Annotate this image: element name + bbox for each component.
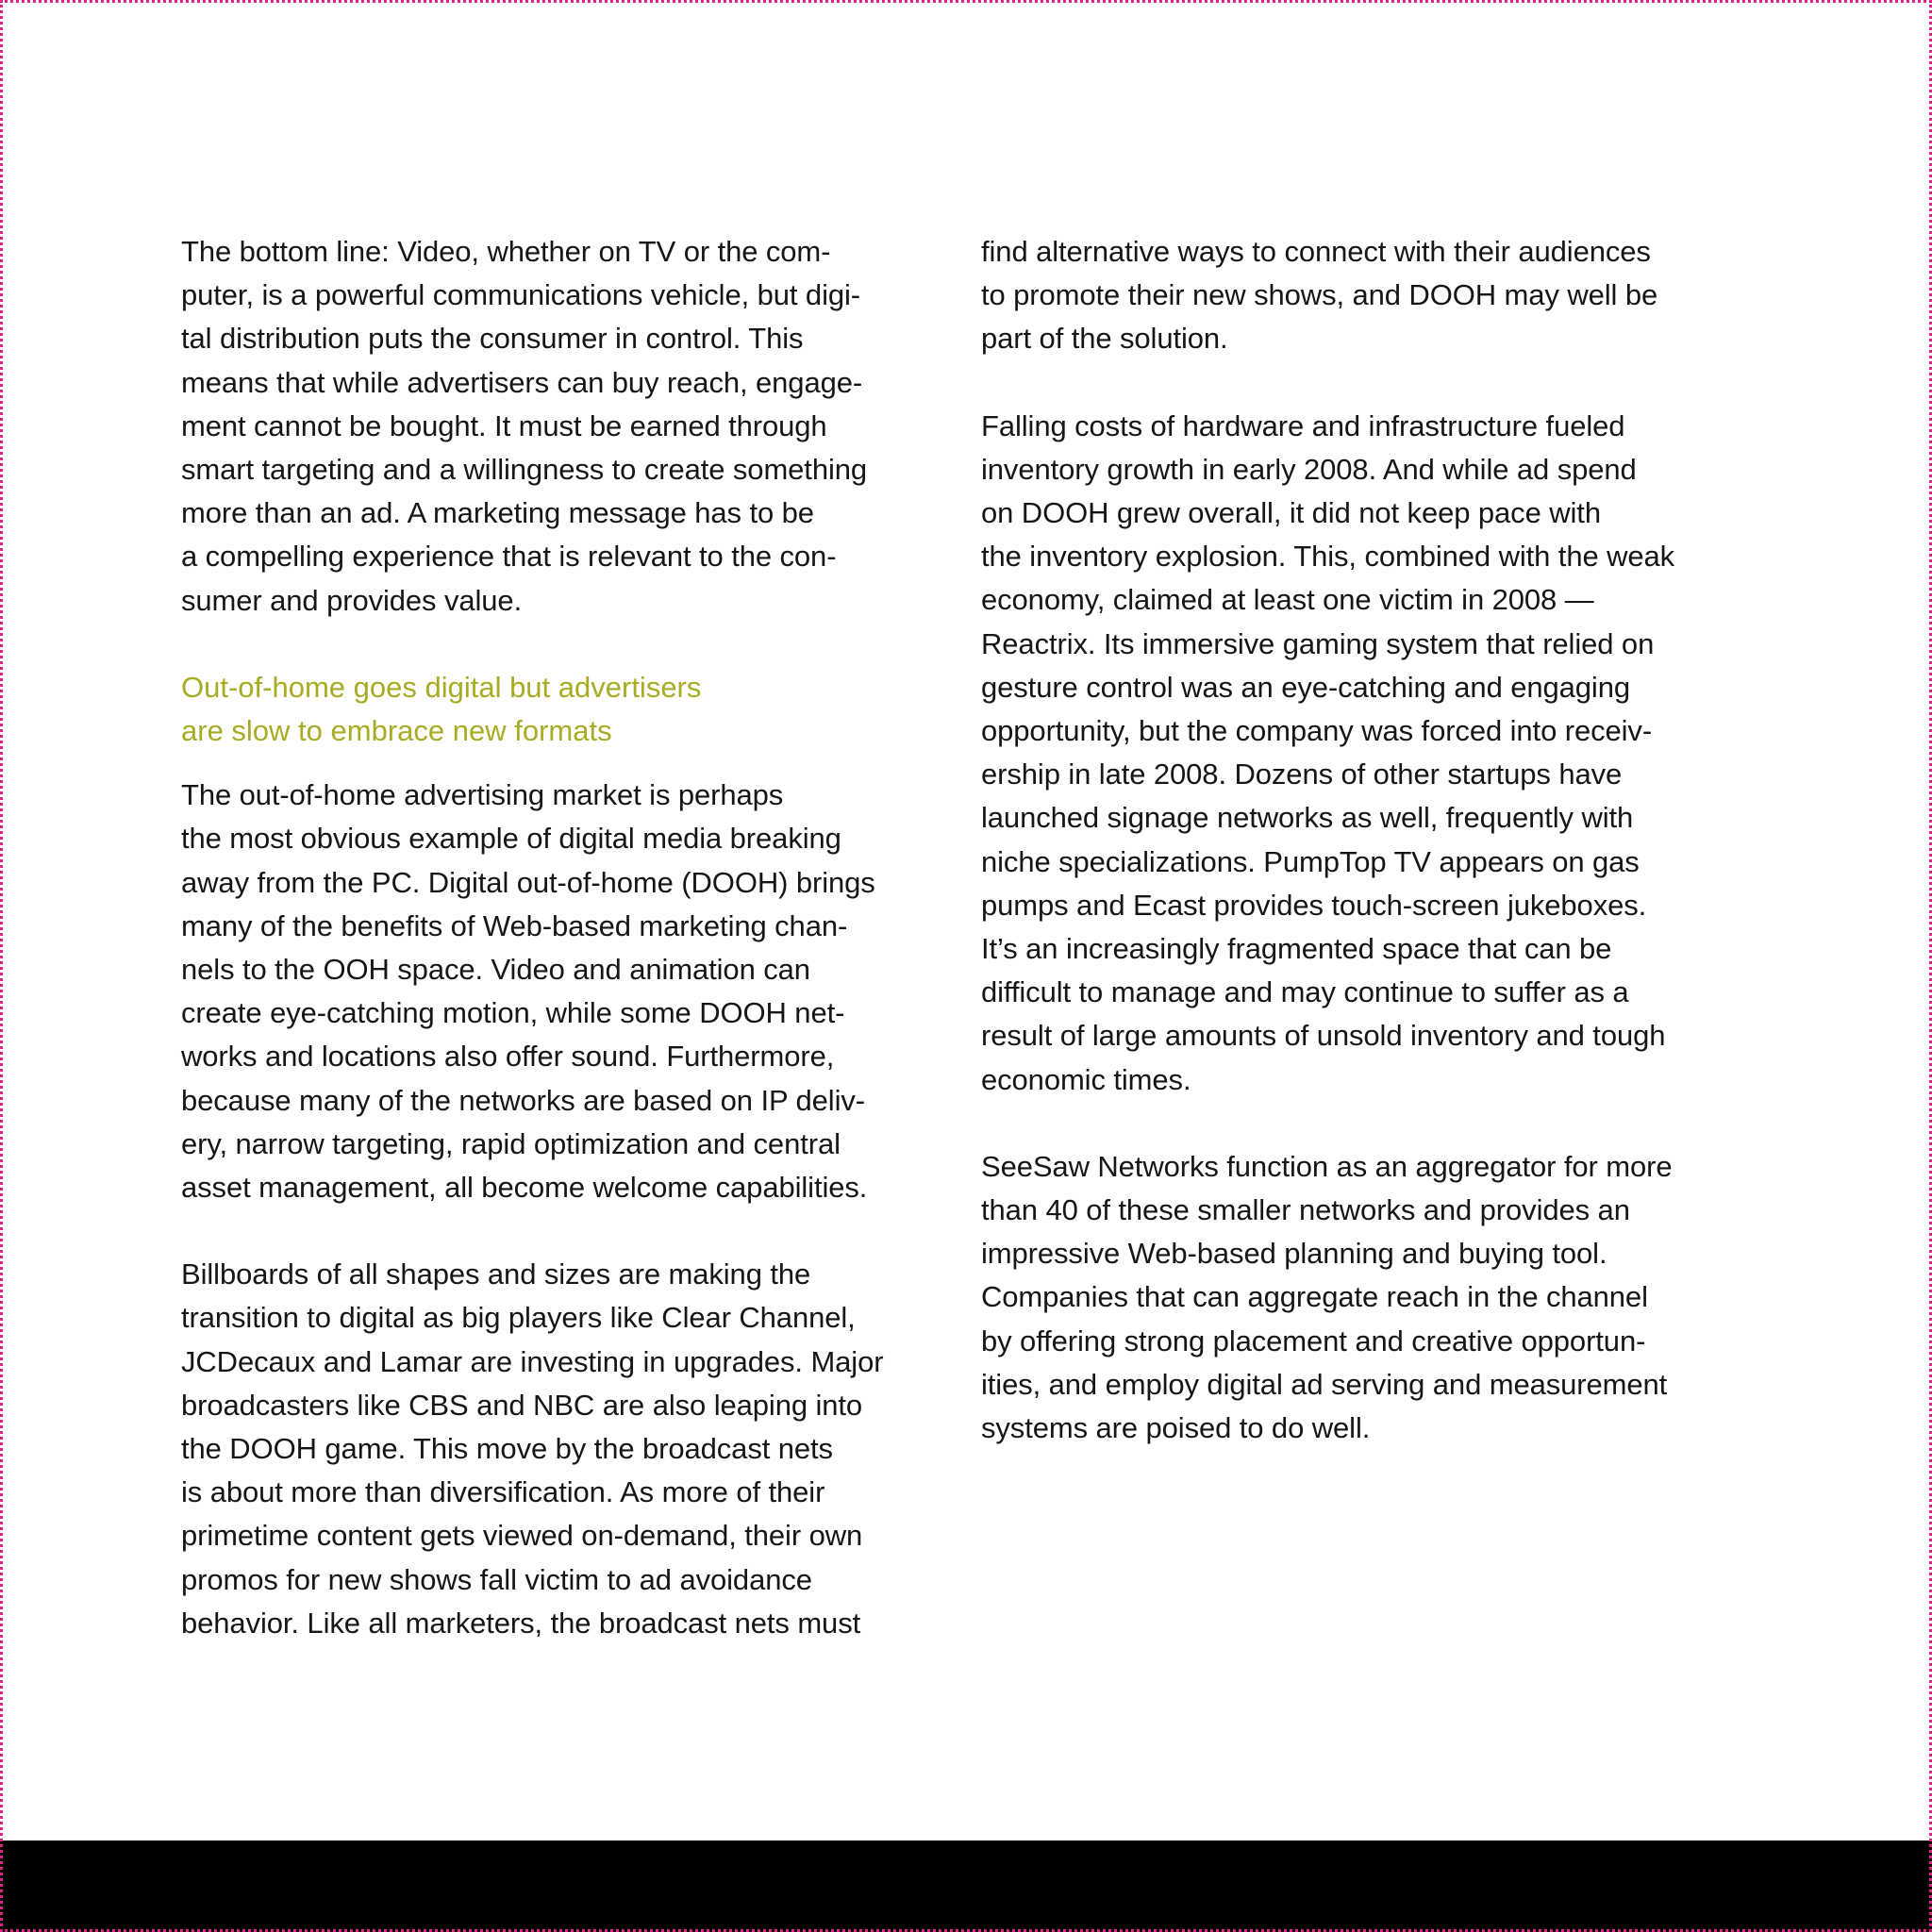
billboards-paragraph: Billboards of all shapes and sizes are making the transition to digital as big players like Clear Channel, JCDecaux and Lamar are investing in upgrades. Major broadcasters like CBS and NBC are also leaping into the DOOH game. This move by the broadcast nets is about more than diversification. As more of their primetime content gets viewed on-demand, their own promos for new shows fall victim to ad avoidance behavior. Like all marketers, the broadcast nets must <box>181 1257 884 1640</box>
dooh-paragraph: The out-of-home advertising market is perhaps the most obvious example of digital media breaking away from the PC. Digital out-of-home (DOOH) brings many of the benefits of Web-based marketing chan- nels to the OOH space. Video and animation can create eye-catching motion, while some DOOH net- works and locations also offer sound. Furthermore, because many of the networks are based on IP deliv- ery, narrow targeting, rapid optimization and central asset management, all become welcome capabilities. <box>181 778 875 1205</box>
right-column <box>981 230 1726 1493</box>
seesaw-paragraph: SeeSaw Networks function as an aggregator for more than 40 of these smaller networks and provides an impressive Web-based planning and buying tool. Companies that can aggregate reach in the channel by offering strong placement and creative opportun- ities, and employ digital ad serving and measurement systems are poised to do well. <box>981 1149 1673 1445</box>
falling-costs-paragraph: Falling costs of hardware and infrastructure fueled inventory growth in early 2008. And while ad spend on DOOH grew overall, it did not keep pace with the inventory explosion. This, combined with the weak economy, claimed at least one victim in 2008 — Reactrix. Its immersive gaming system that relied on gesture control was an eye-catching and engaging opportunity, but the company was forced into receiv- ership in late 2008. Dozens of other startups have launched signage networks as well, frequently with niche specializations. PumpTop TV appears on gas pumps and Ecast provides touch-screen jukeboxes. It’s an increasingly fragmented space that can be difficult to manage and may continue to suffer as a result of large amounts of unsold inventory and tough economic times. <box>981 408 1675 1096</box>
intro-paragraph: The bottom line: Video, whether on TV or the com- puter, is a powerful communications vehicle, but digi- tal distribution puts the consumer in control. This means that while advertisers can buy reach, engage- ment cannot be bought. It must be earned through smart targeting and a willingness to create something more than an ad. A marketing message has to be a compelling experience that is relevant to the con- sumer and provides value. <box>181 235 868 617</box>
continuation-paragraph: find alternative ways to connect with their audiences to promote their new shows, and DOOH may well be part of the solution. <box>981 235 1658 356</box>
left-column <box>181 230 926 1689</box>
bottom-black-band <box>0 1840 1932 1932</box>
section-heading: Out-of-home goes digital but advertisers are slow to embrace new formats <box>181 670 702 748</box>
